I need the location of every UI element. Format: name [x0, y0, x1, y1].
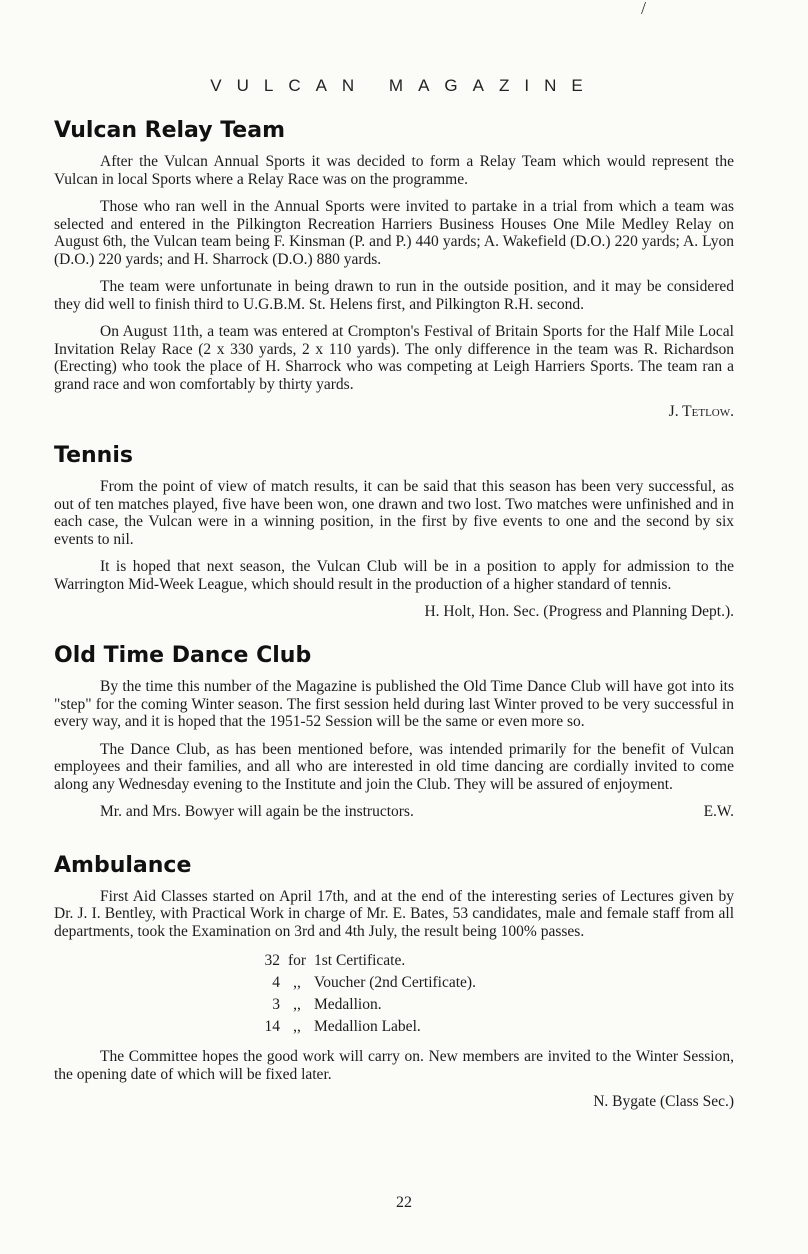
section-title: Vulcan Relay Team — [54, 118, 285, 143]
article-body — [54, 118, 734, 1133]
result-label: Medallion Label. — [314, 1018, 421, 1035]
result-label: Voucher (2nd Certificate). — [314, 974, 476, 991]
paragraph: From the point of view of match results, it can be said that this season has been very successful, as out of ten matches played, five have been won, one drawn and two lost. Two matches were unfinished and in each case, the Vulcan were in a winning position, in the first by five events to one and the second by six events to nil. — [54, 478, 734, 548]
signature: H. Holt, Hon. Sec. (Progress and Planning Dept.). — [424, 603, 734, 620]
result-label: 1st Certificate. — [314, 952, 406, 969]
section-dance — [54, 643, 734, 831]
result-sep: for — [287, 952, 307, 969]
paragraph-with-signature — [54, 803, 734, 821]
results-row — [258, 950, 734, 972]
pencil-mark: / — [641, 0, 647, 18]
signature: N. Bygate (Class Sec.) — [593, 1093, 734, 1110]
paragraph: It is hoped that next season, the Vulcan Club will be in a position to apply for admission to the Warrington Mid-Week League, which should result in the production of a higher standard of tennis. — [54, 558, 734, 593]
running-head: VULCAN MAGAZINE — [210, 76, 598, 95]
result-sep: ,, — [293, 1018, 301, 1035]
result-count: 32 — [264, 952, 280, 969]
result-label: Medallion. — [314, 996, 382, 1013]
section-tennis — [54, 443, 734, 621]
result-count: 4 — [272, 974, 280, 991]
results-row — [258, 1016, 734, 1038]
results-list — [258, 950, 734, 1038]
result-sep: ,, — [293, 996, 301, 1013]
results-row — [258, 994, 734, 1016]
paragraph: First Aid Classes started on April 17th, and at the end of the interesting series of Lectures given by Dr. J. I. Bentley, with Practical Work in charge of Mr. E. Bates, 53 candidates, male and female staff from all departments, took the Examination on 3rd and 4th July, the result being 100% passes. — [54, 887, 734, 940]
paragraph: The Dance Club, as has been mentioned before, was intended primarily for the benefit of Vulcan employees and their families, and all who are interested in old time dancing are cordially invited to come along any Wednesday evening to the Institute and join the Club. They will be assured of enjoyment. — [54, 740, 734, 793]
paragraph: The Committee hopes the good work will carry on. New members are invited to the Winter Session, the opening date of which will be fixed later. — [54, 1048, 734, 1083]
section-ambulance — [54, 853, 734, 1112]
paragraph: On August 11th, a team was entered at Crompton's Festival of Britain Sports for the Half Mile Local Invitation Relay Race (2 x 330 yards, 2 x 110 yards). The only difference in the team was R. Richardson (Erecting) who took the place of H. Sharrock who was competing at Leigh Harriers Sports. The team ran a grand race and won comfortably by thirty yards. — [54, 323, 734, 393]
paragraph-text: Mr. and Mrs. Bowyer will again be the instructors. — [100, 803, 414, 820]
section-title: Tennis — [54, 443, 133, 468]
paragraph: By the time this number of the Magazine is published the Old Time Dance Club will have got into its "step" for the coming Winter season. The first session held during last Winter proved to be very successful in every way, and it is hoped that the 1951-52 Session will be the same or even more so. — [54, 678, 734, 730]
page-number: 22 — [396, 1194, 412, 1211]
result-count: 3 — [272, 996, 280, 1013]
section-title: Ambulance — [54, 852, 192, 878]
result-sep: ,, — [293, 974, 301, 991]
paragraph: The team were unfortunate in being drawn to run in the outside position, and it may be considered they did well to finish third to U.G.B.M. St. Helens first, and Pilkington R.H. second. — [54, 278, 734, 313]
result-count: 14 — [264, 1018, 280, 1035]
results-row — [258, 972, 734, 994]
signature: J. Tetlow. — [668, 403, 734, 420]
signature: E.W. — [703, 803, 734, 820]
paragraph: Those who ran well in the Annual Sports were invited to partake in a trial from which a team was selected and entered in the Pilkington Recreation Harriers Business Houses One Mile Medley Relay on August 6th, the Vulcan team being F. Kinsman (P. and P.) 440 yards; A. Wakefield (D.O.) 220 yards; A. Lyon (D.O.) 220 yards; and H. Sharrock (D.O.) 880 yards. — [54, 198, 734, 268]
section-title: Old Time Dance Club — [54, 643, 312, 668]
section-relay — [54, 118, 734, 421]
paragraph: After the Vulcan Annual Sports it was decided to form a Relay Team which would represent the Vulcan in local Sports where a Relay Race was on the programme. — [54, 153, 734, 188]
